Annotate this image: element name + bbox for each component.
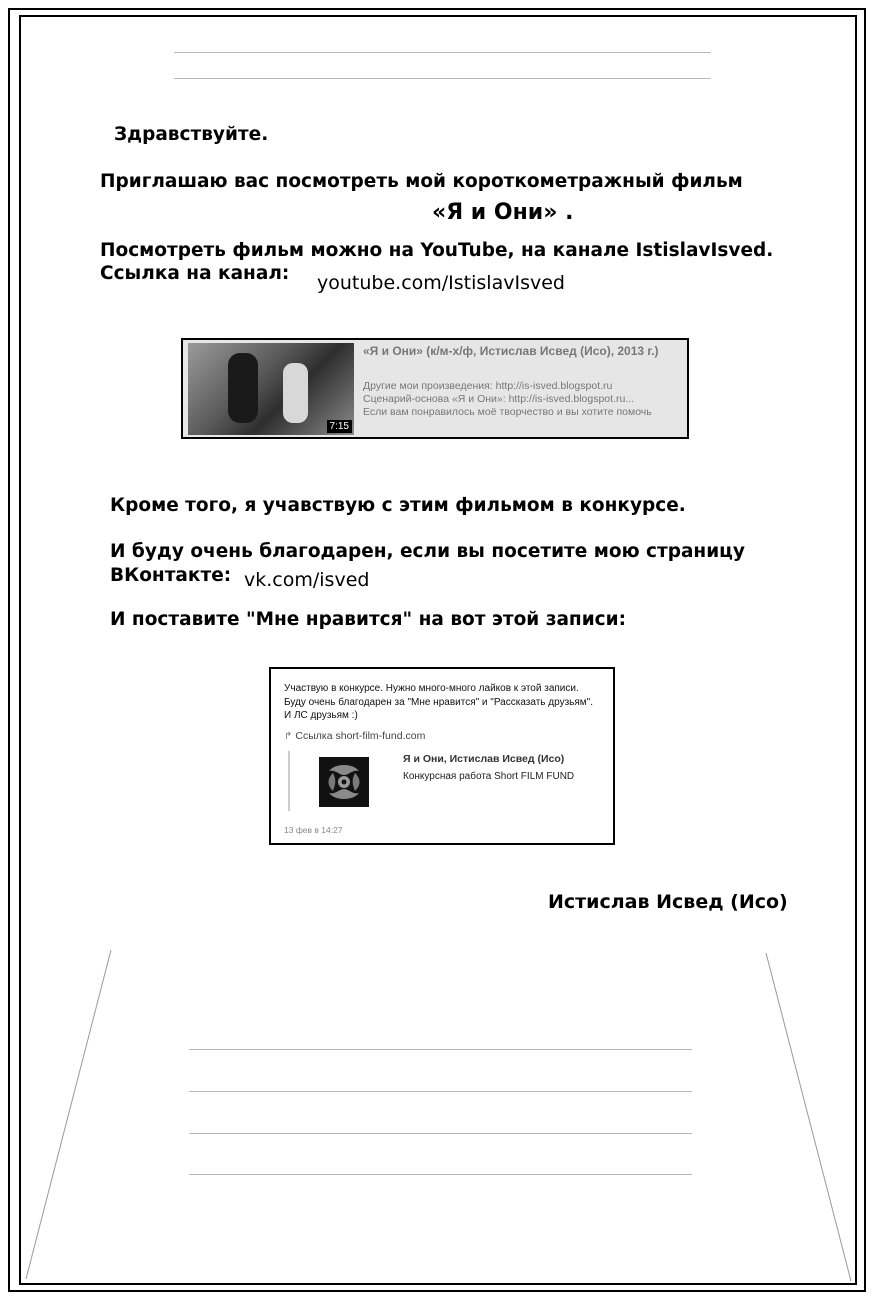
vk-post-text: Участвую в конкурсе. Нужно много-много лайков к этой записи. Буду очень благодарен за "Мне нравится" и "Рассказать друзьям". И ЛС друзьям :) xyxy=(284,683,593,721)
attachment-title[interactable]: Я и Они, Истислав Исвед (Исо) xyxy=(403,753,565,765)
film-title: «Я и Они» . xyxy=(432,200,574,225)
signature: Истислав Исвед (Исо) xyxy=(548,891,788,913)
video-description-line: Сценарий-основа «Я и Они»: http://is-isved.blogspot.ru... xyxy=(363,393,635,405)
video-duration: 7:15 xyxy=(327,420,352,433)
video-description-line: Если вам понравилось моё творчество и вы хотите помочь xyxy=(363,406,652,418)
greeting: Здравствуйте. xyxy=(114,124,269,145)
attachment-description: Конкурсная работа Short FILM FUND xyxy=(403,771,575,782)
bottom-rule-4 xyxy=(189,1174,692,1175)
youtube-line: Посмотреть фильм можно на YouTube, на канале IstislavIsved. xyxy=(100,240,774,261)
video-title[interactable]: «Я и Они» (к/м-х/ф, Истислав Исвед (Исо), 2013 г.) xyxy=(363,344,659,358)
thanks-line: И буду очень благодарен, если вы посетите мою страницу xyxy=(110,541,745,562)
invite-line: Приглашаю вас посмотреть мой короткометражный фильм xyxy=(100,171,743,192)
contest-line: Кроме того, я учавствую с этим фильмом в конкурсе. xyxy=(110,495,686,516)
link-arrow-icon: ↱ xyxy=(284,731,293,742)
bottom-rule-2 xyxy=(189,1091,692,1092)
post-date[interactable]: 13 фев в 14:27 xyxy=(284,825,343,835)
vk-label: ВКонтакте: xyxy=(110,565,232,586)
bottom-rule-3 xyxy=(189,1133,692,1134)
channel-link[interactable]: youtube.com/IstislavIsved xyxy=(317,272,565,294)
vk-link[interactable]: vk.com/isved xyxy=(244,569,370,591)
vk-post-link-text[interactable]: Ссылка short-film-fund.com xyxy=(295,730,426,742)
channel-link-label: Ссылка на канал: xyxy=(100,263,290,284)
video-description-line: Другие мои произведения: http://is-isved.blogspot.ru xyxy=(363,380,613,392)
bottom-rule-1 xyxy=(189,1049,692,1050)
like-line: И поставите "Мне нравится" на вот этой записи: xyxy=(110,609,627,630)
